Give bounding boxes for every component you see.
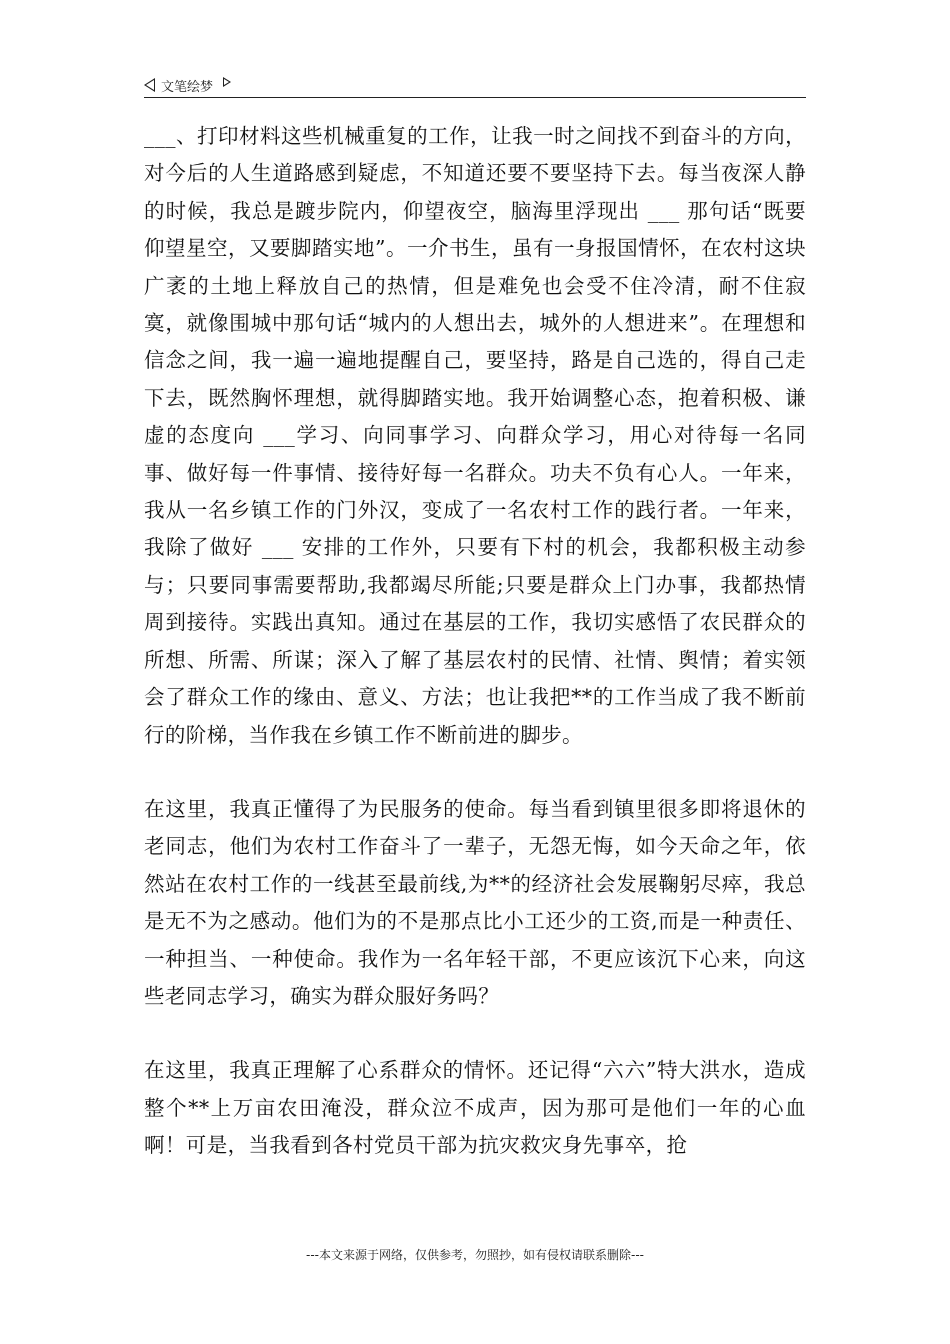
paragraph-gap — [144, 1015, 806, 1052]
paragraph-3: 在这里，我真正理解了心系群众的情怀。还记得“六六”特大洪水，造成整个**上万亩农田淹没，群众泣不成声，因为那可是他们一年的心血啊！可是，当我看到各村党员干部为抗灾救灾身先事卒，抢 — [144, 1058, 806, 1158]
brand-name: 文笔绘梦 — [161, 79, 214, 95]
document-header — [144, 74, 806, 96]
left-triangle-icon — [144, 78, 155, 92]
paragraph-gap — [144, 754, 806, 791]
document-body — [144, 118, 806, 1165]
paragraph-1: ___、打印材料这些机械重复的工作，让我一时之间找不到奋斗的方向，对今后的人生道路感到疑虑，不知道还要不要坚持下去。每当夜深人静的时候，我总是踱步院内，仰望夜空，脑海里浮现出 ___ 那句话“既要仰望星空，又要脚踏实地”。一介书生，虽有一身报国情怀，在农村这块广袤的土地上释放自己的热情，但是难免也会受不住冷清，耐不住寂寞，就像围城中那句话“城内的人想出去，城外的人想进来”。在理想和信念之间，我一遍一遍地提醒自己，要坚持，路是自己选的，得自己走下去，既然胸怀理想，就得脚踏实地。我开始调整心态，抱着积极、谦虚的态度向 ___学习、向同事学习、向群众学习，用心对待每一名同事、做好每一件事情、接待好每一名群众。功夫不负有心人。一年来，我从一名乡镇工作的门外汉，变成了一名农村工作的践行者。一年来，我除了做好 ___ 安排的工作外，只要有下村的机会，我都积极主动参与；只要同事需要帮助,我都竭尽所能;只要是群众上门办事，我都热情周到接待。实践出真知。通过在基层的工作，我切实感悟了农民群众的所想、所需、所谋；深入了解了基层农村的民情、社情、舆情；着实领会了群众工作的缘由、意义、方法；也让我把**的工作当成了我不断前行的阶梯，当作我在乡镇工作不断前进的脚步。 — [144, 124, 806, 747]
header-divider — [144, 97, 806, 98]
footer-disclaimer: ---本文来源于网络，仅供参考，勿照抄，如有侵权请联系删除--- — [306, 1248, 644, 1262]
right-triangle-icon — [223, 77, 231, 87]
paragraph-2: 在这里，我真正懂得了为民服务的使命。每当看到镇里很多即将退休的老同志，他们为农村工作奋斗了一辈子，无怨无悔，如今天命之年，依然站在农村工作的一线甚至最前线,为**的经济社会发展鞠躬尽瘁，我总是无不为之感动。他们为的不是那点比小工还少的工资,而是一种责任、一种担当、一种使命。我作为一名年轻干部，不更应该沉下心来，向这些老同志学习，确实为群众服好务吗？ — [144, 796, 806, 1008]
